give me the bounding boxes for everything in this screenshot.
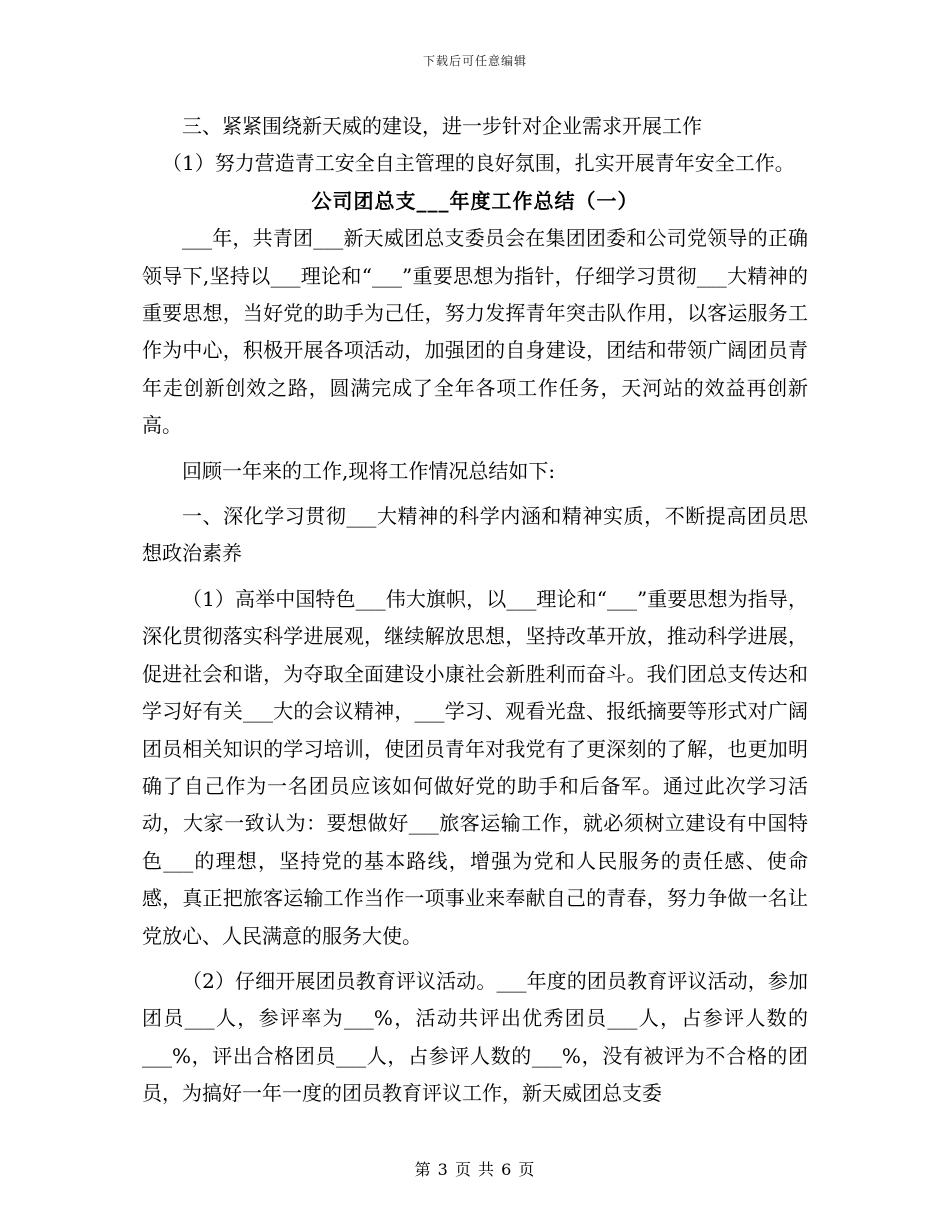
paragraph-item-2: （2）仔细开展团员教育评议活动。___年度的团员教育评议活动，参加团员___人，参评率为___%，活动共评出优秀团员___人，占参评人数的___%，评出合格团员___人，占参评人数的___%，没有被评为不合格的团员，为搞好一年一度的团员教育评议工作，新天威团总支委 <box>142 968 808 1106</box>
section-heading-1: 一、深化学习贯彻___大精神的科学内涵和精神实质，不断提高团员思想政治素养 <box>142 504 808 566</box>
paragraph-review: 回顾一年来的工作,现将工作情况总结如下: <box>182 458 556 483</box>
page-footer: 第 3 页 共 6 页 <box>414 1160 536 1179</box>
subsection-item-1: （1）努力营造青工安全自主管理的良好氛围，扎实开展青年安全工作。 <box>162 151 795 176</box>
document-title: 公司团总支___年度工作总结（一） <box>311 188 639 213</box>
page-header: 下载后可任意编辑 <box>422 54 527 68</box>
paragraph-intro: ___年，共青团___新天威团总支委员会在集团团委和公司党领导的正确领导下,坚持以___理论和“___”重要思想为指针，仔细学习贯彻___大精神的重要思想，当好党的助手为己任，努力发挥青年突击队作用，以客运服务工作为中心，积极开展各项活动，加强团的自身建设，团结和带领广阔团员青年走创新创效之路，圆满完成了全年各项工作任务，天河站的效益再创新高。 <box>142 226 808 438</box>
document-body <box>142 108 808 1113</box>
section-heading-3: 三、紧紧围绕新天威的建设，进一步针对企业需求开展工作 <box>182 114 702 138</box>
paragraph-item-1: （1）高举中国特色___伟大旗帜，以___理论和“___”重要思想为指导，深化贯彻落实科学进展观，继续解放思想，坚持改革开放，推动科学进展，促进社会和谐，为夺取全面建设小康社会新胜利而奋斗。我们团总支传达和学习好有关___大的会议精神，___学习、观看光盘、报纸摘要等形式对广阔团员相关知识的学习培训，使团员青年对我党有了更深刻的了解，也更加明确了自己作为一名团员应该如何做好党的助手和后备军。通过此次学习活动，大家一致认为：要想做好___旅客运输工作，就必须树立建设有中国特色___的理想，坚持党的基本路线，增强为党和人民服务的责任感、使命感，真正把旅客运输工作当作一项事业来奉献自己的青春，努力争做一名让党放心、人民满意的服务大使。 <box>142 586 808 948</box>
